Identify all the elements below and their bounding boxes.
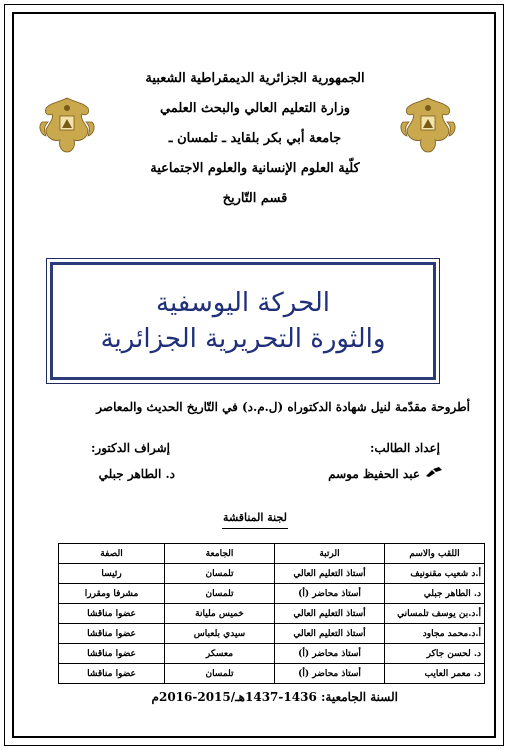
header-university: الجامعة xyxy=(165,544,275,564)
student-name: عبد الحفيظ موسم xyxy=(328,467,420,481)
member-university: سيدي بلعباس xyxy=(165,624,275,644)
prepared-by-label: إعداد الطالب: xyxy=(369,441,440,455)
table-row xyxy=(59,604,485,624)
header-rank: الرتبة xyxy=(275,544,385,564)
pen-hand-icon xyxy=(425,466,443,478)
member-name: أ.د شعيب مقنونيف xyxy=(385,564,485,584)
table-row xyxy=(59,644,485,664)
ministry-name: وزارة التعليم العالي والبحث العلمي xyxy=(159,101,351,116)
supervisor-name: د. الطاهر جبلي xyxy=(98,467,175,481)
member-role: عضوا مناقشا xyxy=(59,664,165,684)
member-rank: أستاذ محاضر (أ) xyxy=(275,664,385,684)
member-role: عضوا مناقشا xyxy=(59,604,165,624)
member-role: عضوا مناقشا xyxy=(59,644,165,664)
member-name: د. لحسن جاكر xyxy=(385,644,485,664)
institution-header xyxy=(90,64,420,214)
department-name: قسم التّاريخ xyxy=(222,191,288,206)
member-rank: أستاذ التعليم العالي xyxy=(275,604,385,624)
member-role: رئيسا xyxy=(59,564,165,584)
member-rank: أستاذ محاضر (أ) xyxy=(275,644,385,664)
university-name: جامعة أبي بكر بلقايد ـ تلمسان ـ xyxy=(168,131,342,146)
thesis-title-line-1: الحركة اليوسفية xyxy=(156,288,331,318)
member-name: أ.د.محمد مجاود xyxy=(385,624,485,644)
table-row xyxy=(59,584,485,604)
member-role: مشرفا ومقررا xyxy=(59,584,165,604)
faculty-name: كلّية العلوم الإنسانية والعلوم الاجتماعية xyxy=(150,161,360,176)
member-rank: أستاذ التعليم العالي xyxy=(275,624,385,644)
member-name: أ.د.بن يوسف تلمساني xyxy=(385,604,485,624)
header-role: الصفة xyxy=(59,544,165,564)
thesis-title-box xyxy=(46,258,440,384)
member-rank: أستاذ محاضر (أ) xyxy=(275,584,385,604)
member-university: خميس مليانة xyxy=(165,604,275,624)
table-row xyxy=(59,624,485,644)
supervisor-label: إشراف الدكتور: xyxy=(90,441,170,455)
thesis-title-frame xyxy=(50,262,436,380)
member-university: تلمسان xyxy=(165,564,275,584)
member-role: عضوا مناقشا xyxy=(59,624,165,644)
member-university: معسكر xyxy=(165,644,275,664)
member-university: تلمسان xyxy=(165,584,275,604)
thesis-description: أطروحة مقدّمة لنيل شهادة الدكتوراه (ل.م.د) في التّاريخ الحديث والمعاصر xyxy=(96,400,470,414)
member-name: د. الطاهر جبلي xyxy=(385,584,485,604)
table-row xyxy=(59,664,485,684)
header-name: اللقب والاسم xyxy=(385,544,485,564)
committee-title: لجنة المناقشة xyxy=(223,511,287,524)
member-university: تلمسان xyxy=(165,664,275,684)
committee-title-underline xyxy=(222,528,288,529)
table-row xyxy=(59,564,485,584)
academic-year: السنة الجامعية: 1436-1437هـ/2015-2016م xyxy=(151,690,398,704)
member-name: د. معمر العايب xyxy=(385,664,485,684)
republic-name: الجمهورية الجزائرية الديمقراطية الشعبية xyxy=(145,71,365,86)
committee-table xyxy=(58,543,485,684)
member-rank: أستاذ التعليم العالي xyxy=(275,564,385,584)
thesis-title-line-2: والثورة التحريرية الجزائرية xyxy=(100,324,386,354)
table-header-row xyxy=(59,544,485,564)
